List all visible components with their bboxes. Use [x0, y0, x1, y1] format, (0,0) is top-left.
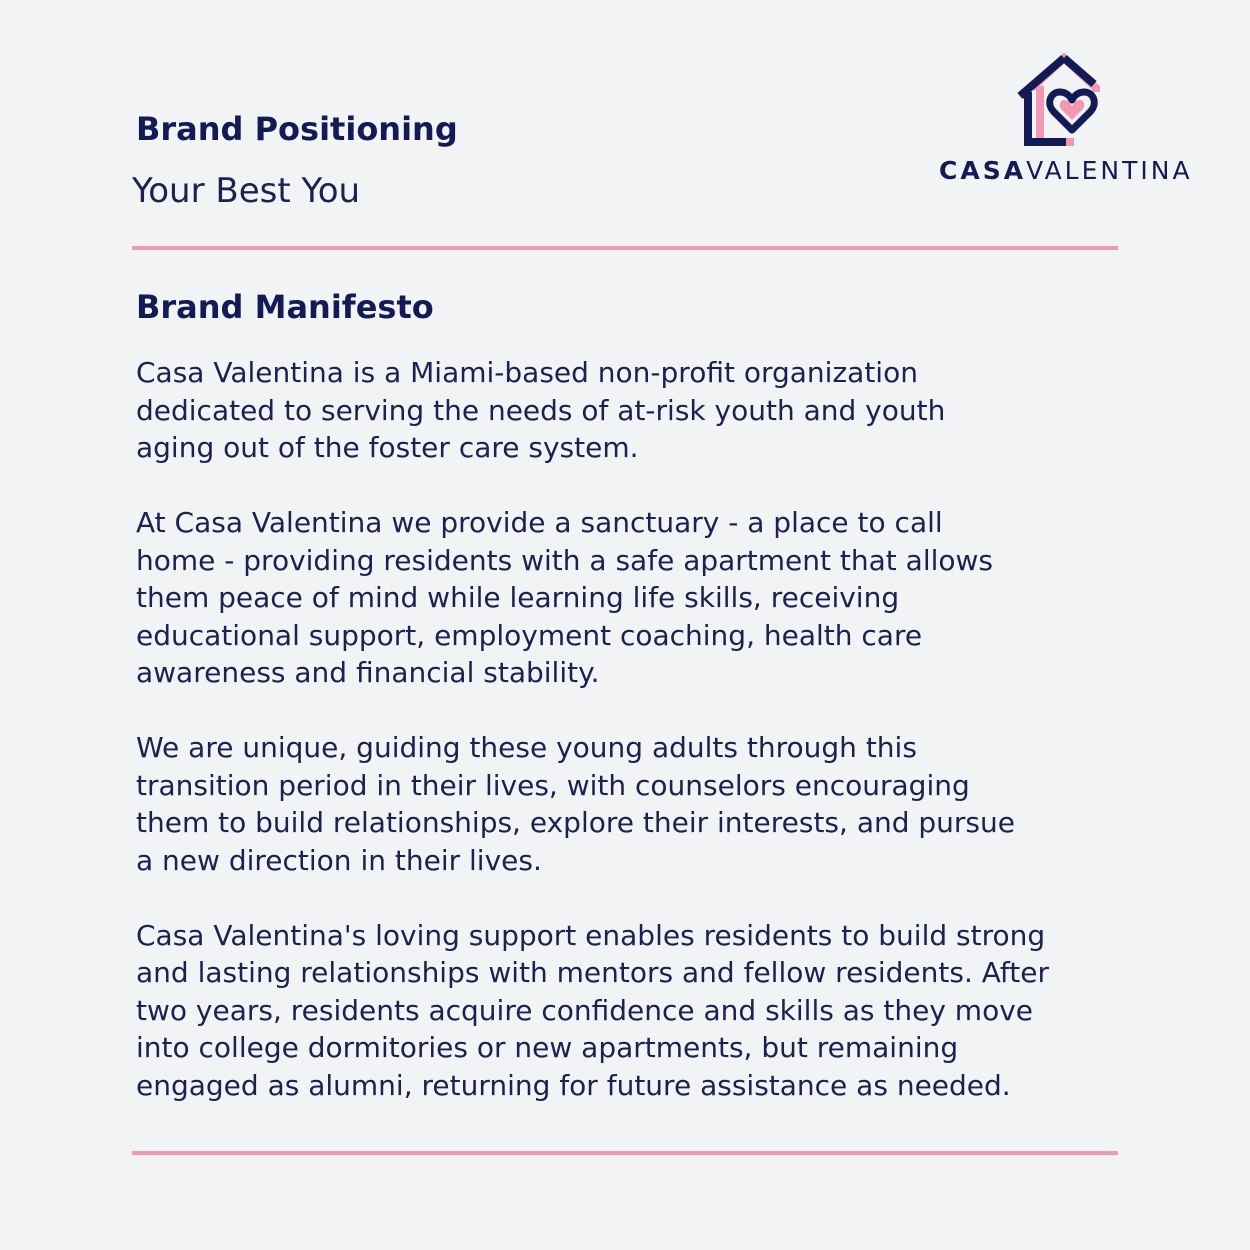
house-heart-icon	[1016, 52, 1102, 148]
manifesto-line: into college dormitories or new apartments, but remaining	[136, 1031, 959, 1064]
manifesto-line: them to build relationships, explore their interests, and pursue	[136, 806, 1015, 839]
manifesto-line: dedicated to serving the needs of at-risk youth and youth	[136, 393, 946, 427]
manifesto-line: home - providing residents with a safe apartment that allows	[136, 543, 994, 577]
manifesto-line: Casa Valentina's loving support enables residents to build strong	[136, 918, 1046, 952]
manifesto-line: educational support, employment coaching, health care	[136, 618, 923, 652]
logo-wordmark	[939, 156, 1193, 186]
manifesto-paragraph	[136, 917, 1156, 1105]
brand-tagline: Your Best You	[132, 171, 361, 211]
manifesto-line: Casa Valentina is a Miami-based non-profit organization	[136, 356, 918, 389]
brand-manifesto-heading: Brand Manifesto	[136, 288, 434, 326]
manifesto-line: them peace of mind while learning life skills, receiving	[136, 581, 900, 614]
manifesto-line: engaged as alumni, returning for future assistance as needed.	[136, 1068, 1011, 1102]
manifesto-line: At Casa Valentina we provide a sanctuary - a place to call	[136, 506, 943, 539]
manifesto-body	[136, 354, 1156, 1104]
manifesto-line: transition period in their lives, with counselors encouraging	[136, 768, 970, 802]
manifesto-line: aging out of the foster care system.	[136, 431, 639, 464]
logo-wordmark-light: VALENTINA	[1026, 156, 1193, 185]
logo-wordmark-bold: CASA	[939, 156, 1027, 185]
manifesto-line: two years, residents acquire confidence and skills as they move	[136, 993, 1033, 1027]
manifesto-line: awareness and financial stability.	[136, 656, 600, 689]
manifesto-paragraph	[136, 354, 1156, 467]
top-divider	[132, 246, 1118, 250]
casa-valentina-logo	[936, 50, 1193, 190]
bottom-divider	[132, 1151, 1118, 1155]
manifesto-paragraph	[136, 729, 1156, 879]
manifesto-paragraph	[136, 504, 1156, 692]
brand-positioning-heading: Brand Positioning	[136, 110, 458, 148]
manifesto-line: We are unique, guiding these young adults through this	[136, 731, 917, 764]
manifesto-line: and lasting relationships with mentors and fellow residents. After	[136, 956, 1050, 989]
manifesto-line: a new direction in their lives.	[136, 843, 542, 877]
